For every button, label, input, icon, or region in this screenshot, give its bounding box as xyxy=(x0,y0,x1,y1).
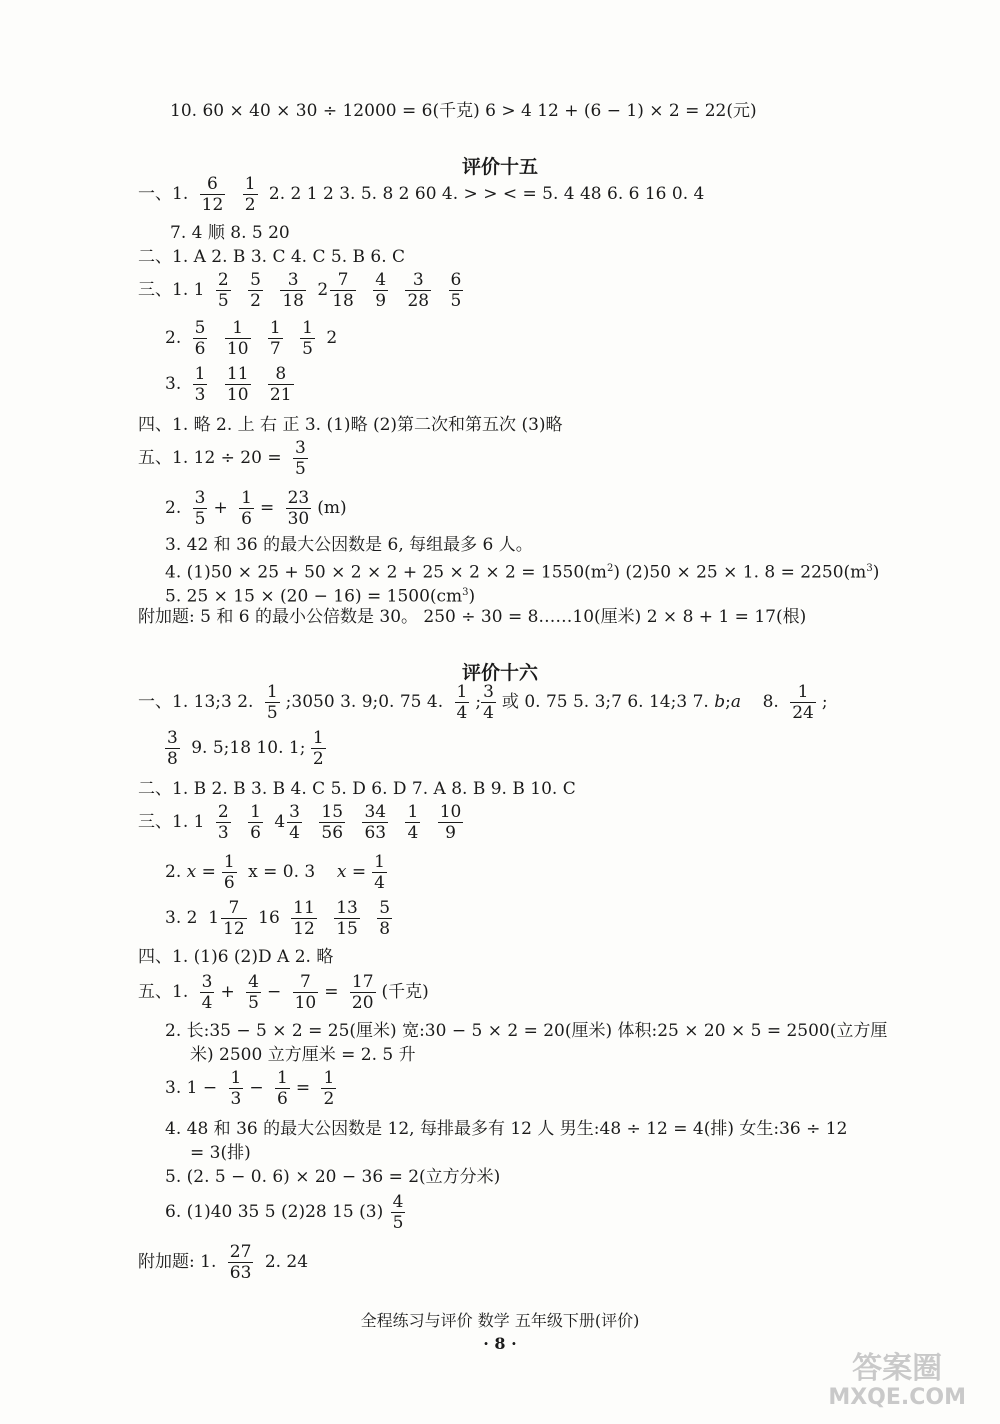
s15-q3-3: 3. $\frac{1}{3}$ $\frac{11}{10}$ $\frac{8}{21}$ xyxy=(165,364,292,405)
s16-q5-2b: 米) 2500 立方厘米 = 2. 5 升 xyxy=(190,1045,416,1065)
s15-q3-1: 三、1. 1 $\frac{2}{5}$ $\frac{5}{2}$ $\frac{3}{18}$ 2 $\frac{7}{18}$ $\frac{4}{9}$ $\frac{3}{28}$ $\frac{6}{5}$ xyxy=(138,270,462,311)
s16-q5-5: 5. (2. 5 − 0. 6) × 20 − 36 = 2(立方分米) xyxy=(165,1167,501,1187)
fraction: $\frac{1}{4}$ xyxy=(374,852,385,893)
fraction: $\frac{5}{2}$ xyxy=(250,270,261,311)
fraction: $\frac{11}{10}$ xyxy=(226,364,249,405)
fraction: $\frac{1}{2}$ xyxy=(244,174,256,215)
fraction: $\frac{23}{30}$ xyxy=(287,488,310,529)
fraction: $\frac{1}{2}$ xyxy=(312,728,324,769)
fraction: $\frac{1}{2}$ xyxy=(323,1068,335,1109)
s15-q5-2: 2. $\frac{3}{5}$ + $\frac{1}{6}$ = $\frac{23}{30}$ (m) xyxy=(165,488,347,529)
s15-q5-5: 5. $25 \times 15 \times (20 - 16) = 1500(cm^3)$ xyxy=(165,586,476,607)
fraction: $\frac{17}{20}$ xyxy=(351,972,374,1013)
page-number: · 8 · xyxy=(483,1334,517,1353)
fraction: $\frac{10}{9}$ xyxy=(439,802,462,843)
fraction: $\frac{27}{63}$ xyxy=(229,1242,252,1283)
s15-q5-1: 五、1. 12 ÷ 20 = $\frac{3}{5}$ xyxy=(138,438,306,479)
fraction: $\frac{13}{15}$ xyxy=(336,898,358,939)
s16-q1-cont: $\frac{3}{8}$ 9. 5;18 10. 1; $\frac{1}{2}$ xyxy=(167,728,324,769)
fraction: $\frac{3}{5}$ xyxy=(295,438,306,479)
fraction: $\frac{3}{5}$ xyxy=(194,488,206,529)
s15-q5-3: 3. 42 和 36 的最大公因数是 6, 每组最多 6 人。 xyxy=(165,535,533,555)
s16-q5-2a: 2. 长:35 − 5 × 2 = 25(厘米) 宽:30 − 5 × 2 = 20(厘米) 体积:25 × 20 × 5 = 2500(立方厘 xyxy=(165,1021,888,1041)
fraction: $\frac{2}{3}$ xyxy=(217,802,229,843)
fraction: $\frac{1}{6}$ xyxy=(223,852,235,893)
fraction: $\frac{1}{5}$ xyxy=(266,682,278,723)
s15-q2: 二、1. A 2. B 3. C 4. C 5. B 6. C xyxy=(138,247,406,267)
s15-q3-2: 2. $\frac{5}{6}$ $\frac{1}{10}$ $\frac{1}{7}$ $\frac{1}{5}$ 2 xyxy=(165,318,338,359)
fraction: $\frac{1}{5}$ xyxy=(302,318,313,359)
fraction: $\frac{7}{10}$ xyxy=(294,972,317,1013)
fraction: $\frac{1}{6}$ xyxy=(276,1068,288,1109)
fraction: $\frac{4}{9}$ xyxy=(375,270,387,311)
fraction: $\frac{1}{6}$ xyxy=(250,802,261,843)
s15-q4: 四、1. 略 2. 上 右 正 3. (1)略 (2)第二次和第五次 (3)略 xyxy=(138,415,563,435)
fraction: $\frac{3}{28}$ xyxy=(407,270,430,311)
fraction: $\frac{5}{6}$ xyxy=(194,318,206,359)
fraction: $\frac{34}{63}$ xyxy=(364,802,387,843)
fraction: $\frac{8}{21}$ xyxy=(269,364,292,405)
s16-q3-3: 3. 2 1 $\frac{7}{12}$ 16 $\frac{11}{12}$ $\frac{13}{15}$ $\frac{5}{8}$ xyxy=(165,898,391,939)
fraction: $\frac{7}{18}$ xyxy=(332,270,354,311)
fraction: $\frac{15}{56}$ xyxy=(321,802,344,843)
fraction: $\frac{4}{5}$ xyxy=(248,972,259,1013)
s16-q4: 四、1. (1)6 (2)D A 2. 略 xyxy=(138,947,334,967)
fraction: $\frac{11}{12}$ xyxy=(293,898,315,939)
s16-q5-4b: = 3(排) xyxy=(190,1143,251,1163)
s16-q3-2: 2. x = $\frac{1}{6}$ x = 0. 3 x = $\frac{1}{4}$ xyxy=(165,852,385,893)
s16-q5-4a: 4. 48 和 36 的最大公因数是 12, 每排最多有 12 人 男生:48 ÷ 12 = 4(排) 女生:36 ÷ 12 xyxy=(165,1119,848,1139)
fraction: $\frac{1}{24}$ xyxy=(792,682,814,723)
top-line: 10. 60 × 40 × 30 ÷ 12000 = 6(千克) 6 > 4 12 + (6 − 1) × 2 = 22(元) xyxy=(170,101,757,121)
fraction: $\frac{6}{5}$ xyxy=(450,270,462,311)
fraction: $\frac{7}{12}$ xyxy=(223,898,245,939)
fraction: $\frac{2}{5}$ xyxy=(217,270,229,311)
fraction: $\frac{3}{4}$ xyxy=(201,972,213,1013)
fraction: $\frac{3}{4}$ xyxy=(289,802,300,843)
fraction: $\frac{3}{4}$ xyxy=(483,682,494,723)
section-title-15: 评价十五 xyxy=(461,156,538,178)
s16-q5-6: 6. (1)40 35 5 (2)28 15 (3) $\frac{4}{5}$ xyxy=(165,1192,404,1233)
s15-extra: 附加题: 5 和 6 的最小公倍数是 30。 250 ÷ 30 = 8……10(厘米) 2 × 8 + 1 = 17(根) xyxy=(138,607,807,627)
s16-q1-line: 一、1. 13;3 2. $\frac{1}{5}$ ;3050 3. 9;0. 75 4. $\frac{1}{4}$ ; $\frac{3}{4}$ 或 0. 75 5. 3;7 6. 14;3 7. b;a 8. $\frac{1}{24}$ ; xyxy=(138,682,828,723)
fraction: $\frac{1}{3}$ xyxy=(194,364,206,405)
fraction: $\frac{1}{10}$ xyxy=(226,318,249,359)
fraction: $\frac{5}{8}$ xyxy=(379,898,391,939)
fraction: $\frac{4}{5}$ xyxy=(392,1192,404,1233)
s16-extra: 附加题: 1. $\frac{27}{63}$ 2. 24 xyxy=(138,1242,309,1283)
s16-q2: 二、1. B 2. B 3. B 4. C 5. D 6. D 7. A 8. B 9. B 10. C xyxy=(138,779,576,799)
s16-q5-3: 3. 1 − $\frac{1}{3}$ − $\frac{1}{6}$ = $\frac{1}{2}$ xyxy=(165,1068,335,1109)
footer-title: 全程练习与评价 数学 五年级下册(评价) xyxy=(360,1311,640,1330)
fraction: $\frac{1}{3}$ xyxy=(230,1068,242,1109)
fraction: $\frac{1}{4}$ xyxy=(407,802,419,843)
fraction: $\frac{1}{4}$ xyxy=(456,682,468,723)
fraction: $\frac{3}{8}$ xyxy=(167,728,178,769)
s15-q1-cont: 7. 4 顺 8. 5 20 xyxy=(170,223,290,243)
section-title-16: 评价十六 xyxy=(461,662,538,684)
fraction: $\frac{3}{18}$ xyxy=(282,270,304,311)
s16-q3-1: 三、1. 1 $\frac{2}{3}$ $\frac{1}{6}$ 4 $\frac{3}{4}$ $\frac{15}{56}$ $\frac{34}{63}$ $\frac{1}{4}$ $\frac{10}{9}$ xyxy=(138,802,462,843)
s15-q1-line: 一、1. $\frac{6}{12}$ $\frac{1}{2}$ 2. 2 1 2 3. 5. 8 2 60 4. > > < = 5. 4 48 6. 6 16 0. 4 xyxy=(138,174,705,215)
fraction: $\frac{1}{7}$ xyxy=(269,318,281,359)
s15-q5-4: 4. $(1)50 \times 25 + 50 \times 2 \times 2 + 25 \times 2 \times 2 = 1550(m^2) (2)50 \times 25 \times 1$. $8 = 2250(m^3)$ xyxy=(165,562,880,583)
fraction: $\frac{6}{12}$ xyxy=(201,174,224,215)
s16-q5-1: 五、1. $\frac{3}{4}$ + $\frac{4}{5}$ − $\frac{7}{10}$ = $\frac{17}{20}$ (千克) xyxy=(138,972,429,1013)
watermark-logo: 答案圈 MXQE.COM xyxy=(828,1351,966,1410)
fraction: $\frac{1}{6}$ xyxy=(241,488,252,529)
